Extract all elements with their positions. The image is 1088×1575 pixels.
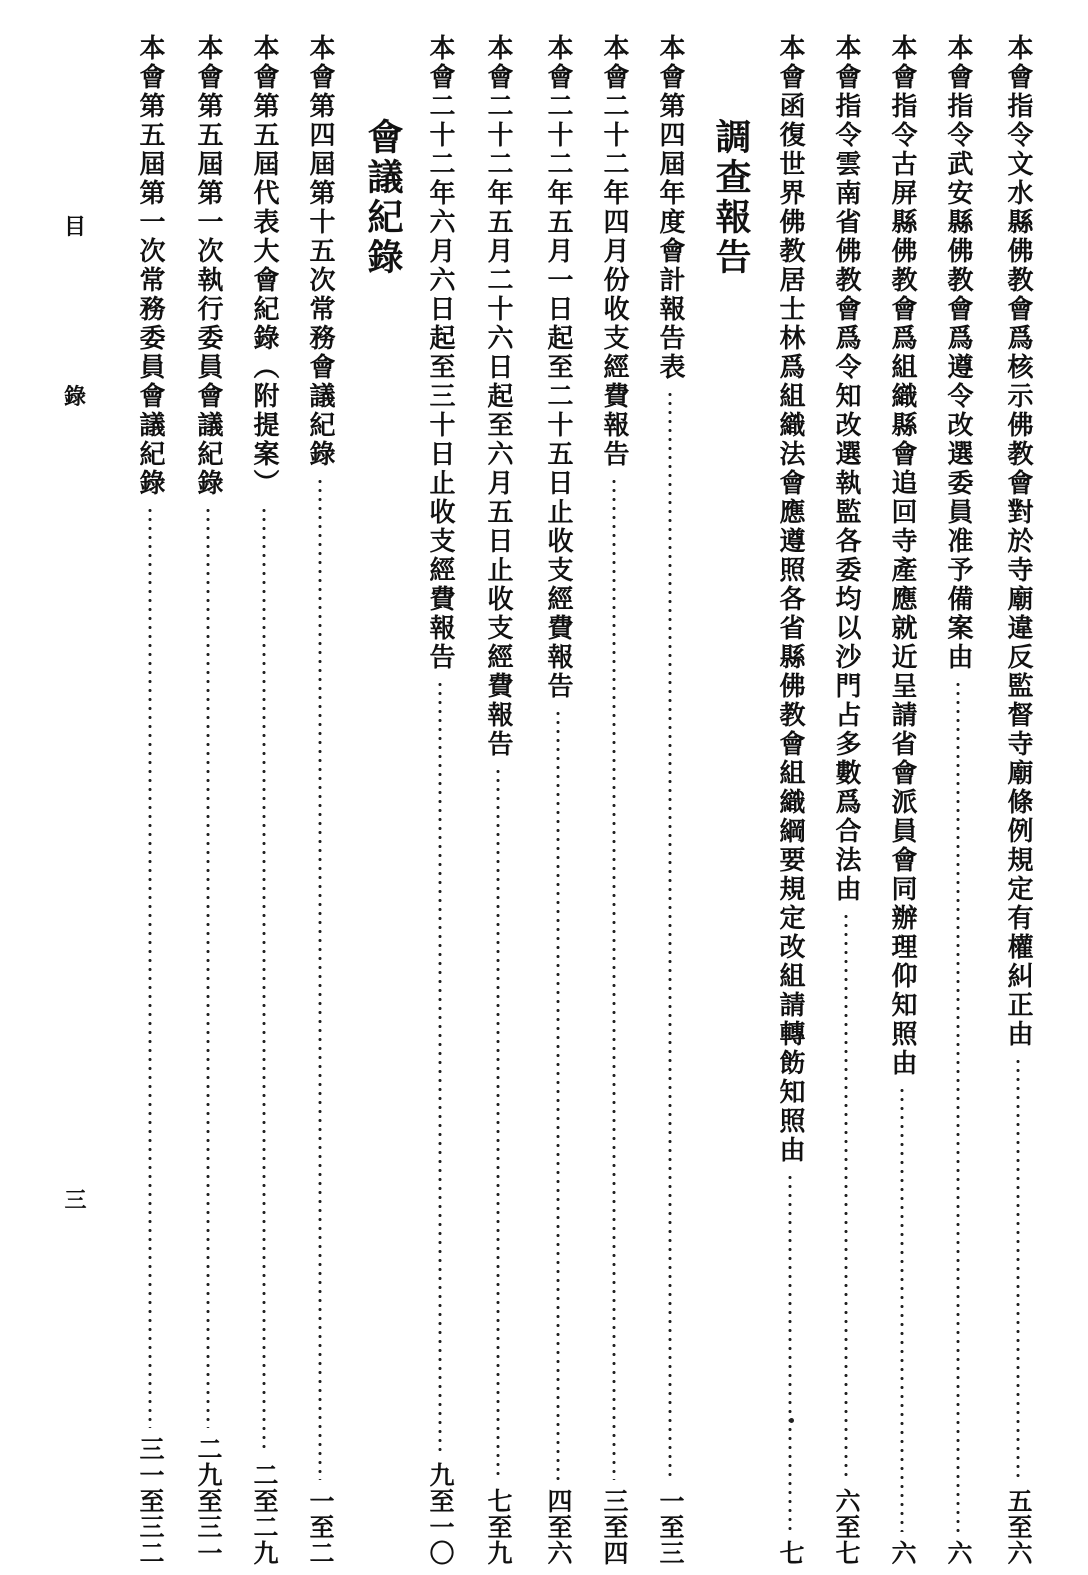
entry-pages: 三一至三二 bbox=[136, 1436, 165, 1566]
running-header-char: 目 bbox=[63, 214, 86, 240]
entry-title: 本會二十二年六月六日起至三十日止收支經費報告 bbox=[425, 34, 455, 672]
entry-title: 本會二十二年四月份收支經費報告 bbox=[599, 34, 629, 469]
toc-entry bbox=[478, 30, 518, 1570]
entry-pages: 五至六 bbox=[1004, 1488, 1033, 1566]
dot-leader bbox=[556, 709, 560, 1480]
dot-leader bbox=[668, 390, 672, 1480]
entry-pages: 二至二九 bbox=[250, 1462, 279, 1566]
ink-speck bbox=[789, 1418, 794, 1423]
entry-pages: 七 bbox=[776, 1540, 805, 1566]
entry-pages: 一至二 bbox=[306, 1488, 335, 1566]
entry-pages: 七至九 bbox=[484, 1488, 513, 1566]
entry-title: 本會指令武安縣佛教會爲遵令改選委員准予備案由 bbox=[943, 34, 973, 672]
entry-pages: 六至七 bbox=[832, 1488, 861, 1566]
entry-title: 本會第五屆第一次常務委員會議紀錄 bbox=[135, 34, 165, 498]
toc-entry bbox=[300, 30, 340, 1570]
entry-pages: 九至一〇 bbox=[426, 1462, 455, 1566]
page-number: 三 bbox=[61, 1188, 87, 1210]
dot-leader bbox=[496, 767, 500, 1480]
entry-pages: 四至六 bbox=[544, 1488, 573, 1566]
entry-title: 本會指令文水縣佛教會爲核示佛教會對於寺廟違反監督寺廟條例規定有權糾正由 bbox=[1003, 34, 1033, 1049]
dot-leader bbox=[262, 506, 266, 1454]
toc-entry bbox=[594, 30, 634, 1570]
entry-title: 本會第五屆代表大會紀錄（附提案） bbox=[249, 34, 279, 498]
dot-leader bbox=[956, 680, 960, 1532]
entry-pages: 六 bbox=[944, 1540, 973, 1566]
entry-title: 本會第四屆年度會計報告表 bbox=[655, 34, 685, 382]
running-header-char: 錄 bbox=[63, 384, 86, 410]
entry-title: 本會指令古屏縣佛教會爲組織縣會追回寺產應就近呈請省會派員會同辦理仰知照由 bbox=[887, 34, 917, 1078]
section-heading-minutes: 會議紀錄 bbox=[362, 118, 404, 278]
entry-pages: 三至四 bbox=[600, 1488, 629, 1566]
entry-pages: 一至三 bbox=[656, 1488, 685, 1566]
dot-leader bbox=[438, 680, 442, 1454]
entry-title: 本會函復世界佛教居士林爲組織法會應遵照各省縣佛教會組織綱要規定改組請轉飭知照由 bbox=[775, 34, 805, 1165]
dot-leader bbox=[206, 506, 210, 1428]
dot-leader bbox=[318, 477, 322, 1480]
toc-entry bbox=[650, 30, 690, 1570]
toc-entry bbox=[244, 30, 284, 1570]
dot-leader bbox=[788, 1173, 792, 1532]
section-heading-investigation: 調查報告 bbox=[710, 118, 752, 278]
dot-leader bbox=[1016, 1057, 1020, 1480]
entry-pages: 二九至三一 bbox=[194, 1436, 223, 1566]
dot-leader bbox=[612, 477, 616, 1480]
dot-leader bbox=[844, 912, 848, 1480]
entry-pages: 六 bbox=[888, 1540, 917, 1566]
toc-entry bbox=[938, 30, 978, 1570]
toc-entry bbox=[882, 30, 922, 1570]
entry-title: 本會第五屆第一次執行委員會議紀錄 bbox=[193, 34, 223, 498]
toc-entry bbox=[998, 30, 1038, 1570]
dot-leader bbox=[900, 1086, 904, 1532]
toc-entry bbox=[420, 30, 460, 1570]
toc-entry bbox=[130, 30, 170, 1570]
entry-title: 本會二十二年五月一日起至二十五日止收支經費報告 bbox=[543, 34, 573, 701]
toc-entry bbox=[538, 30, 578, 1570]
dot-leader bbox=[148, 506, 152, 1428]
entry-title: 本會二十二年五月二十六日起至六月五日止收支經費報告 bbox=[483, 34, 513, 759]
toc-entry bbox=[826, 30, 866, 1570]
toc-entry bbox=[770, 30, 810, 1570]
entry-title: 本會第四屆第十五次常務會議紀錄 bbox=[305, 34, 335, 469]
toc-entry bbox=[188, 30, 228, 1570]
entry-title: 本會指令雲南省佛教會爲令知改選執監各委均以沙門占多數爲合法由 bbox=[831, 34, 861, 904]
